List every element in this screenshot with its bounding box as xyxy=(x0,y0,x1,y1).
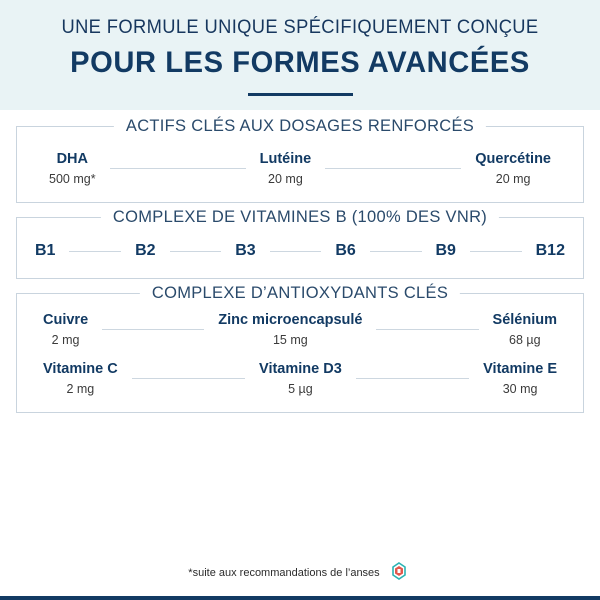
ingredient-name: Quercétine xyxy=(475,151,551,167)
ingredient-name: B1 xyxy=(35,242,56,259)
header-divider xyxy=(248,93,353,96)
ingredient-dose: 2 mg xyxy=(66,382,95,396)
ingredient-name: Cuivre xyxy=(43,312,89,328)
ingredient-item xyxy=(218,312,362,347)
ingredient-item xyxy=(335,242,355,260)
ingredient-name: B3 xyxy=(235,242,256,259)
row-separator xyxy=(110,168,246,169)
row-separator xyxy=(470,251,522,252)
ingredient-name: B6 xyxy=(335,242,356,259)
panel-complexe-vitamines-b xyxy=(16,208,584,279)
ingredient-item xyxy=(475,151,551,186)
row-separator xyxy=(325,168,461,169)
ingredient-item xyxy=(493,312,557,347)
row-separator xyxy=(132,378,245,379)
ingredient-dose: 20 mg xyxy=(495,172,531,186)
ingredient-name: B12 xyxy=(535,242,565,259)
ingredient-row xyxy=(31,145,569,188)
ingredient-item xyxy=(260,151,312,186)
ingredient-name: Zinc microencapsulé xyxy=(218,312,363,328)
ingredient-dose: 30 mg xyxy=(502,382,538,396)
ingredient-item xyxy=(43,312,88,347)
ingredient-dose: 5 µg xyxy=(288,382,313,396)
panel-title: COMPLEXE DE VITAMINES B (100% DES VNR) xyxy=(101,208,499,227)
footer-accent-bar xyxy=(0,596,600,600)
ingredient-item xyxy=(436,242,456,260)
ingredient-item xyxy=(235,242,255,260)
ingredient-dose: 500 mg* xyxy=(49,172,96,186)
header-banner xyxy=(0,0,600,110)
ingredient-item xyxy=(483,361,557,396)
ingredient-dose: 2 mg xyxy=(51,333,80,347)
footnote-text: *suite aux recommandations de l’anses xyxy=(188,567,380,579)
ingredient-name: B2 xyxy=(135,242,156,259)
ingredient-name: Vitamine E xyxy=(483,361,557,377)
ingredient-item xyxy=(536,242,565,260)
ingredient-item xyxy=(35,242,55,260)
panels-container xyxy=(0,110,600,550)
ingredient-row xyxy=(31,312,569,347)
ingredient-name: B9 xyxy=(435,242,456,259)
ingredient-name: Lutéine xyxy=(259,151,312,167)
row-separator xyxy=(69,251,121,252)
row-separator xyxy=(376,329,478,330)
ingredient-item xyxy=(43,361,118,396)
panel-title: ACTIFS CLÉS AUX DOSAGES RENFORCÉS xyxy=(114,117,486,136)
anses-logo xyxy=(386,562,412,584)
ingredient-name: DHA xyxy=(56,151,88,167)
ingredient-item xyxy=(259,361,342,396)
row-separator xyxy=(356,378,469,379)
header-subtitle: UNE FORMULE UNIQUE SPÉCIFIQUEMENT CONÇUE xyxy=(61,16,539,38)
panel-actifs-cles xyxy=(16,117,584,203)
ingredient-name: Vitamine D3 xyxy=(259,361,342,377)
ingredient-name: Sélénium xyxy=(492,312,558,328)
panel-complexe-antioxydants xyxy=(16,284,584,413)
footer xyxy=(0,550,600,600)
ingredient-dose: 20 mg xyxy=(268,172,303,186)
row-separator xyxy=(370,251,422,252)
ingredient-dose: 15 mg xyxy=(272,333,308,347)
ingredient-item xyxy=(49,151,96,186)
ingredient-item xyxy=(135,242,155,260)
row-separator xyxy=(102,329,204,330)
row-separator xyxy=(270,251,322,252)
ingredient-row xyxy=(31,236,569,264)
row-separator xyxy=(170,251,222,252)
ingredient-row xyxy=(31,361,569,396)
ingredient-name: Vitamine C xyxy=(43,361,118,377)
page-title: POUR LES FORMES AVANCÉES xyxy=(70,46,530,79)
panel-title: COMPLEXE D’ANTIOXYDANTS CLÉS xyxy=(140,284,460,303)
ingredient-dose: 68 µg xyxy=(509,333,541,347)
